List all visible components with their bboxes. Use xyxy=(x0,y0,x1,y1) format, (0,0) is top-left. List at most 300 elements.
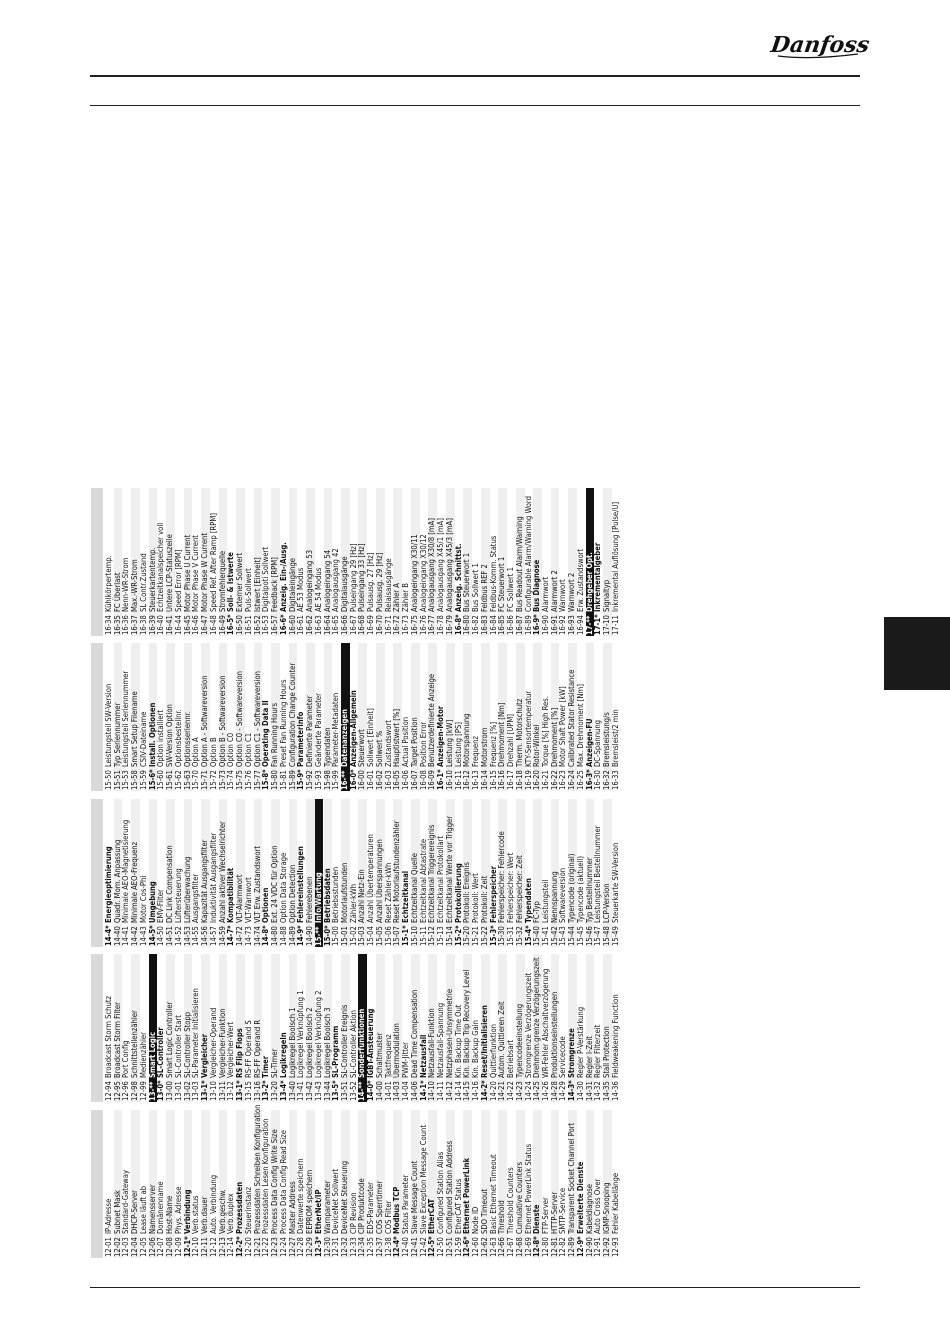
parameter-label: Option installiert xyxy=(156,709,166,767)
parameter-number: 15-21 xyxy=(471,926,481,946)
parameter-number: 12-2* xyxy=(235,1236,245,1257)
parameter-label: Frequenz [%] xyxy=(488,721,498,767)
parameter-number: 12-05 xyxy=(138,1237,148,1257)
parameter-label: Typ Seriennummer xyxy=(112,702,122,767)
parameter-number: 15-01 xyxy=(339,926,349,946)
parameter-label: Drehmoment [Nm] xyxy=(497,702,507,767)
parameter-label: VLT-Alarmwort xyxy=(235,874,245,923)
parameter-number: 15-07 xyxy=(392,926,402,946)
parameter-label: EtherCAT Status xyxy=(453,1178,463,1234)
parameter-number: 13-1* xyxy=(200,1080,210,1101)
parameter-number: 16-87 xyxy=(514,615,524,635)
parameter-label: Fehlereinstellungen xyxy=(296,846,306,923)
parameter-number: 15-04 xyxy=(366,926,376,946)
parameter-label: Ausgangsfilter xyxy=(191,873,201,923)
parameter-label: Analogausgang X45/1 [mA] xyxy=(436,518,446,612)
parameter-label: Motor Cos-Phi xyxy=(138,875,148,923)
parameter-label: IGBT-Ansteuerung xyxy=(366,1008,376,1078)
parameter-number: 12-28 xyxy=(296,1237,306,1257)
parameter-label: KTY-Sensortemperatur xyxy=(523,690,533,767)
parameter-number: 15-71 xyxy=(200,770,210,790)
parameter-label: Optionsseriennr. xyxy=(182,711,192,767)
parameter-label: Configurable Alarm/Warning Word xyxy=(523,496,533,612)
parameter-number: 12-02 xyxy=(112,1237,122,1257)
parameter-row xyxy=(105,488,114,636)
parameter-number: 13-44 xyxy=(322,1081,332,1101)
parameter-number: 16-75 xyxy=(409,615,419,635)
parameter-row xyxy=(131,1110,140,1258)
parameter-number: 16-1* xyxy=(436,769,446,790)
parameter-number: 12-32 xyxy=(339,1237,349,1257)
parameter-label: Logikregel Verknüpfung 2 xyxy=(313,990,323,1078)
parameter-label: Umgebung xyxy=(147,881,157,923)
parameter-number: 12-6* xyxy=(462,1236,472,1257)
parameter-number: 15-58 xyxy=(130,770,140,790)
parameter-number: 16-39 xyxy=(147,615,157,635)
parameter-number: 14-73 xyxy=(243,926,253,946)
parameter-row xyxy=(525,799,534,947)
parameter-label: Namensserver xyxy=(147,1184,157,1234)
parameter-number: 16-48 xyxy=(208,615,218,635)
parameter-number: 15-92 xyxy=(305,770,315,790)
parameter-row xyxy=(463,1110,472,1258)
parameter-label: Stromfehlerquelle xyxy=(217,550,227,612)
parameter-number: 14-25 xyxy=(532,1081,542,1101)
parameter-label: FTP-Server xyxy=(541,1197,550,1234)
parameter-label: SL-Controller Aktion xyxy=(348,1010,358,1078)
parameter-number: 14-52 xyxy=(173,926,183,946)
parameter-label: Puls-Sollwert xyxy=(243,568,253,612)
parameter-number: 15-14 xyxy=(444,926,454,946)
parameter-number: 16-19 xyxy=(523,770,533,790)
parameter-number: 14-59 xyxy=(217,926,227,946)
parameter-number: 12-06 xyxy=(147,1237,157,1257)
parameter-number: 14-22 xyxy=(506,1081,516,1101)
parameter-label: Feedback [RPM] xyxy=(270,557,280,612)
parameter-label: Threshold xyxy=(497,1200,507,1234)
parameter-number: 12-93 xyxy=(610,1237,620,1257)
parameter-label: COS Filter xyxy=(383,1200,393,1234)
parameter-number: 14-12 xyxy=(444,1081,454,1101)
parameter-label: Netzphasen-Unsymmetrie xyxy=(444,988,454,1078)
parameter-number: 15-06 xyxy=(383,926,393,946)
parameter-number: 16-73 xyxy=(401,615,411,635)
parameter-label: Fehlerspeicher: Fehlercode xyxy=(497,831,507,923)
parameter-number: 15-20 xyxy=(462,926,472,946)
parameter-label: Modbus TCP xyxy=(392,1186,402,1234)
footer-rule xyxy=(90,1287,860,1288)
parameter-label: SL-Timer xyxy=(270,1048,280,1078)
parameter-number: 17-10 xyxy=(602,615,612,635)
column-header-bar xyxy=(91,954,103,1102)
parameter-number: 16-71 xyxy=(383,615,393,635)
parameter-label: Ethernet PowerLink Status xyxy=(523,1143,533,1234)
parameter-label: SMTP-Service xyxy=(558,1187,568,1234)
parameter-row xyxy=(131,799,140,947)
parameter-label: Vergleicher-Wert xyxy=(226,1021,236,1078)
parameter-row xyxy=(437,643,446,791)
parameter-label: Alarmwort 2 xyxy=(549,570,559,612)
parameter-label: Logikregel Boolsch 1 xyxy=(287,1007,297,1078)
parameter-label: Alarmwort xyxy=(541,576,550,612)
parameter-number: 15-89 xyxy=(287,770,297,790)
parameter-label: Verb.geschw. xyxy=(217,1189,227,1234)
parameter-number: 15-** xyxy=(313,926,323,946)
parameter-number: 16-41 xyxy=(165,615,175,635)
parameter-label: FC-Typ xyxy=(532,901,542,923)
parameter-label: Kompatibilität xyxy=(226,867,236,923)
parameter-number: 13-40 xyxy=(287,1081,297,1101)
parameter-label: Regler P-Verstärkung xyxy=(575,1006,585,1078)
parameter-label: Prozessdaten Schreiben Konfiguration xyxy=(252,1104,262,1234)
parameter-number: 12-30 xyxy=(322,1237,332,1257)
parameter-label: Fehler Kabellänge xyxy=(610,1172,620,1234)
parameter-label: Hauptistwert [%] xyxy=(392,708,402,767)
parameter-number: 16-34 xyxy=(104,615,113,635)
parameter-number: 16-20 xyxy=(532,770,542,790)
parameter-label: Install. Optionen xyxy=(147,702,157,767)
parameter-label: Lease läuft ab xyxy=(138,1185,148,1234)
parameter-row xyxy=(551,1110,560,1258)
parameter-number: 12-81 xyxy=(549,1237,559,1257)
parameter-number: 16-79 xyxy=(444,615,454,635)
parameter-label: SL Contr.Zustand xyxy=(138,553,148,612)
parameter-number: 16-22 xyxy=(549,770,559,790)
parameter-number: 16-64 xyxy=(322,615,332,635)
parameter-label: Smart Logic Controller xyxy=(165,1001,175,1078)
parameter-label: Leistungsteil Seriennummer xyxy=(121,670,131,767)
parameter-label: AE 54 Modus xyxy=(313,567,323,612)
parameter-column xyxy=(91,488,861,636)
parameter-label: Configuration Change Counter xyxy=(287,662,297,767)
parameter-label: SL-Programm xyxy=(331,1025,341,1078)
parameter-label: Digitaleingänge xyxy=(287,558,297,612)
parameter-number: 12-29 xyxy=(305,1237,315,1257)
parameter-row xyxy=(140,954,149,1102)
parameter-label: Netzausfall-Spannung xyxy=(436,1002,446,1078)
parameter-label: Stromgrenze Verzögerungszeit xyxy=(523,972,533,1078)
parameter-label: Option C0 - Softwareversion xyxy=(235,671,245,767)
parameter-number: 14-32 xyxy=(593,1081,603,1101)
parameter-label: Warnwort 2 xyxy=(567,572,577,612)
parameter-number: 13-4* xyxy=(278,1080,288,1101)
parameter-number: 12-22 xyxy=(261,1237,271,1257)
parameter-row xyxy=(559,488,568,636)
parameter-label: DeviceNet Sollwert xyxy=(331,1168,341,1234)
parameter-number: 14-03 xyxy=(392,1081,402,1101)
parameter-label: HTTP-Server xyxy=(549,1191,559,1234)
parameter-row xyxy=(551,954,560,1102)
parameter-number: 12-82 xyxy=(558,1237,568,1257)
parameter-label: Anzeigen-Motor xyxy=(436,705,446,767)
parameter-label: Minimale AEO-Frequenz xyxy=(130,841,140,923)
parameter-number: 14-88 xyxy=(278,926,288,946)
parameter-number: 15-03 xyxy=(357,926,367,946)
parameter-number: 14-55 xyxy=(191,926,201,946)
parameter-label: Protokoll: Wert xyxy=(471,873,481,923)
parameter-label: Master Address xyxy=(287,1181,297,1234)
parameter-number: 16-45 xyxy=(182,615,192,635)
parameter-row xyxy=(149,799,158,947)
parameter-label: Slave Exception Message Count xyxy=(418,1124,428,1234)
parameter-number: 12-99 xyxy=(138,1081,148,1101)
parameter-label: Sonderfunktionen xyxy=(357,1008,367,1078)
parameter-number: 14-36 xyxy=(610,1081,620,1101)
parameter-number: 12-33 xyxy=(348,1237,358,1257)
parameter-label: Fehlerebenen xyxy=(305,876,315,923)
parameter-number: 15-49 xyxy=(610,926,620,946)
parameter-number: 12-40 xyxy=(401,1237,411,1257)
parameter-number: 16-36 xyxy=(121,615,131,635)
parameter-label: FC Sollwert 1 xyxy=(506,567,516,612)
header-rule xyxy=(90,75,860,77)
parameter-label: Steuerinstanz xyxy=(243,1186,253,1234)
parameter-number: 16-69 xyxy=(366,615,376,635)
parameter-number: 16-67 xyxy=(348,615,358,635)
parameter-number: 14-3* xyxy=(567,1080,577,1101)
parameter-label: Prozessdaten Lesen Konfiguration xyxy=(261,1118,271,1234)
parameter-label: Produktionseinstellungen xyxy=(549,991,559,1078)
parameter-label: Therm. Motorschutz xyxy=(514,698,524,767)
parameter-number: 16-33 xyxy=(610,770,620,790)
parameter-label: SL-Parameter Initialisieren xyxy=(191,988,201,1078)
parameter-number: 16-68 xyxy=(357,615,367,635)
parameter-number: 13-** xyxy=(147,1081,157,1101)
parameter-number: 16-86 xyxy=(506,615,516,635)
parameter-label: Logikregeln xyxy=(278,1032,288,1078)
parameter-label: Motorstrom xyxy=(479,727,489,767)
parameter-number: 14-01 xyxy=(383,1081,393,1101)
parameter-label: Typ Bestellnummer xyxy=(584,857,594,923)
parameter-number: 12-98 xyxy=(130,1081,140,1101)
parameter-row xyxy=(481,643,490,791)
parameter-number: 15-76 xyxy=(243,770,253,790)
parameter-number: 16-12 xyxy=(462,770,472,790)
subheader-rule xyxy=(90,105,860,106)
parameter-label: Operating Data II xyxy=(261,700,271,767)
parameter-row xyxy=(376,1110,385,1258)
parameter-label: Nennspannung xyxy=(549,871,559,923)
parameter-number: 12-8* xyxy=(532,1236,542,1257)
parameter-number: 12-10 xyxy=(191,1237,201,1257)
parameter-label: Signaltyp xyxy=(602,579,612,612)
parameter-number: 13-03 xyxy=(191,1081,201,1101)
parameter-number: 13-1* xyxy=(235,1080,245,1101)
parameter-label: Warnwort xyxy=(558,579,568,612)
parameter-label: Datenanzeigen xyxy=(339,709,349,767)
parameter-label: Echtzeitkanal Triggerereignis xyxy=(427,824,437,923)
parameter-number: 14-14 xyxy=(453,1081,463,1101)
parameter-label: Anzahl Überspannungen xyxy=(374,839,384,923)
parameter-label: Regler I-Zeit xyxy=(584,1036,594,1078)
parameter-number: 12-9* xyxy=(575,1236,585,1257)
parameter-label: Reset Zähler-kWh xyxy=(383,862,393,923)
parameter-number: 13-11 xyxy=(217,1081,227,1101)
parameter-number: 14-89 xyxy=(287,926,297,946)
parameter-label: Zustandswort xyxy=(383,720,393,767)
parameter-number: 14-42 xyxy=(130,926,140,946)
parameter-row xyxy=(184,799,193,947)
parameter-row xyxy=(533,488,542,636)
parameter-label: IGMP-Snooping xyxy=(602,1182,612,1234)
parameter-label: Regler Filterzeit xyxy=(593,1024,603,1078)
parameter-label: Position Error xyxy=(418,721,428,767)
parameter-number: 16-5* xyxy=(226,614,236,635)
parameter-label: Benutzerdefinierte Anzeige xyxy=(427,673,437,767)
parameter-row xyxy=(525,643,534,791)
parameter-label: Echtzeitkanalspeicher voll xyxy=(156,522,166,612)
parameter-number: 12-59 xyxy=(453,1237,463,1257)
parameter-label: Betriebsstunden xyxy=(331,866,341,923)
parameter-number: 16-02 xyxy=(374,770,384,790)
parameter-column xyxy=(91,643,861,791)
parameter-number: 16-32 xyxy=(602,770,612,790)
parameter-label: Untere LCP-Statuszeile xyxy=(165,534,175,612)
parameter-number: 16-77 xyxy=(427,615,437,635)
parameter-label: Kin. Backup Gain xyxy=(471,1020,481,1078)
parameter-label: CIP Produktcode xyxy=(357,1178,367,1234)
parameter-label: Motor Phase V Current xyxy=(191,535,201,612)
parameter-number: 16-60 xyxy=(287,615,297,635)
parameter-number: 16-35 xyxy=(112,615,122,635)
parameter-label: Anzeig. Ein-/Ausg. xyxy=(278,542,288,612)
parameter-label: Relaisausgänge xyxy=(383,558,393,612)
parameter-row xyxy=(201,643,210,791)
parameter-number: 12-80 xyxy=(541,1237,550,1257)
parameter-label: Kabeldiagnose xyxy=(584,1183,594,1234)
parameter-label: Bremsleistung/s xyxy=(602,712,612,767)
parameter-number: 14-24 xyxy=(523,1081,533,1101)
parameter-row xyxy=(376,954,385,1102)
parameter-label: VLT Erw. Zustandswort xyxy=(252,845,262,923)
parameter-label: Pulsausg. 29 [Hz] xyxy=(374,552,384,612)
parameter-number: 12-20 xyxy=(243,1237,253,1257)
parameter-number: 12-5* xyxy=(427,1236,437,1257)
danfoss-logo xyxy=(769,24,872,64)
parameter-row xyxy=(612,799,621,947)
parameter-number: 14-30 xyxy=(575,1081,585,1101)
parameter-label: Ethernet PowerLink xyxy=(462,1157,472,1234)
parameter-number: 12-4* xyxy=(392,1236,402,1257)
parameter-label: Parameterinfo xyxy=(296,711,306,767)
parameter-number: 16-10 xyxy=(444,770,454,790)
parameter-number: 12-31 xyxy=(331,1237,341,1257)
parameter-label: WR-Fehler Abschaltverzögerung xyxy=(541,968,550,1078)
parameter-label: Phys. Adresse xyxy=(173,1186,183,1234)
parameter-row xyxy=(219,1110,228,1258)
parameter-number: 12-89 xyxy=(567,1237,577,1257)
parameter-label: Leistung [PS] xyxy=(453,722,463,767)
parameter-number: 12-3* xyxy=(313,1236,323,1257)
parameter-label: Feldbus REF 2 xyxy=(479,564,489,612)
parameter-label: CIP Revision xyxy=(348,1192,358,1234)
parameter-label: Verb.status xyxy=(191,1195,201,1234)
parameter-number: 12-13 xyxy=(217,1237,227,1257)
parameter-label: Rotor-Winkel xyxy=(532,724,542,767)
parameter-number: 15-51 xyxy=(112,770,122,790)
parameter-label: Option C1 xyxy=(243,732,253,767)
parameter-number: 16-21 xyxy=(541,770,550,790)
parameter-label: Parameter-Metadaten xyxy=(331,692,341,767)
parameter-label: Stall Protection xyxy=(602,1026,612,1078)
parameter-number: 14-41 xyxy=(121,926,131,946)
parameter-label: Drehgeber Opt. xyxy=(584,552,594,612)
parameter-label: Anzahl aktiver Wechselrichter xyxy=(217,821,227,923)
parameter-label: EtherNet/IP xyxy=(313,1189,323,1234)
parameter-number: 15-0* xyxy=(322,925,332,946)
column-header-bar xyxy=(91,1110,103,1258)
parameter-number: 14-90 xyxy=(305,926,315,946)
parameter-row xyxy=(341,799,350,947)
parameter-number: 14-50 xyxy=(156,926,166,946)
parameter-label: AE 53 Modus xyxy=(296,567,306,612)
parameter-row xyxy=(490,1110,499,1258)
parameter-number: 12-01 xyxy=(104,1237,113,1257)
parameter-row xyxy=(367,643,376,791)
parameter-number: 16-3* xyxy=(584,769,594,790)
parameter-label: Digitalausgänge xyxy=(339,556,349,612)
parameter-label: SL-Controller Ereignis xyxy=(339,1004,349,1078)
parameter-number: 16-65 xyxy=(331,615,341,635)
parameter-label: Transparent Socket Channel Port xyxy=(567,1122,577,1234)
parameter-number: 13-12 xyxy=(226,1081,236,1101)
parameter-column xyxy=(91,1104,861,1258)
parameter-label: Definierte Parameter xyxy=(305,695,315,767)
parameter-number: 16-05 xyxy=(392,770,402,790)
parameter-row xyxy=(385,488,394,636)
parameter-number: 16-49 xyxy=(217,615,227,635)
parameter-number: 15-42 xyxy=(549,926,559,946)
parameter-number: 14-31 xyxy=(584,1081,594,1101)
parameter-label: Schnittstellenzähler xyxy=(130,1010,140,1078)
parameter-number: 12-62 xyxy=(479,1237,489,1257)
parameter-label: Drehzahl [UPM] xyxy=(506,714,516,767)
parameter-number: 12-21 xyxy=(252,1237,262,1257)
parameter-number: 15-93 xyxy=(313,770,323,790)
parameter-label: Echtzeitkanal Werte vor Trigger xyxy=(444,815,454,923)
parameter-label: Anzahl Netz-Ein xyxy=(357,869,367,923)
parameter-label: Configured Station Alias xyxy=(436,1151,446,1234)
parameter-number: 12-91 xyxy=(593,1237,603,1257)
parameter-label: Fieldweakening Function xyxy=(610,994,620,1078)
parameter-number: 13-16 xyxy=(252,1081,262,1101)
parameter-number: 16-57 xyxy=(270,615,280,635)
parameter-label: Warnparameter xyxy=(322,1180,332,1234)
parameter-number: 14-35 xyxy=(602,1081,612,1101)
parameter-number: 13-01 xyxy=(173,1081,183,1101)
parameter-number: 15-53 xyxy=(121,770,131,790)
parameter-number: 14-20 xyxy=(488,1081,498,1101)
parameter-label: Node ID xyxy=(471,1206,481,1234)
parameter-number: 15-81 xyxy=(278,770,288,790)
parameter-number: 16-62 xyxy=(305,615,315,635)
parameter-number: 15-50 xyxy=(104,770,113,790)
parameter-label: Fan Running Hours xyxy=(270,702,280,767)
parameter-row xyxy=(227,799,236,947)
parameter-label: Vergleicher-Funktion xyxy=(217,1008,227,1078)
parameter-number: 15-73 xyxy=(217,770,227,790)
parameter-number: 16-52 xyxy=(252,615,262,635)
parameter-label: Motor Phase U Current xyxy=(182,534,192,612)
parameter-number: 15-1* xyxy=(401,925,411,946)
parameter-label: Steuerkarte SW-Version xyxy=(610,842,620,923)
parameter-label: Reset/Initialisieren xyxy=(479,1005,489,1078)
parameter-number: 16-24 xyxy=(567,770,577,790)
parameter-number: 14-15 xyxy=(462,1081,472,1101)
parameter-row xyxy=(472,799,481,947)
parameter-label: Echtzeitkanal xyxy=(401,870,411,923)
parameter-row xyxy=(542,488,551,636)
